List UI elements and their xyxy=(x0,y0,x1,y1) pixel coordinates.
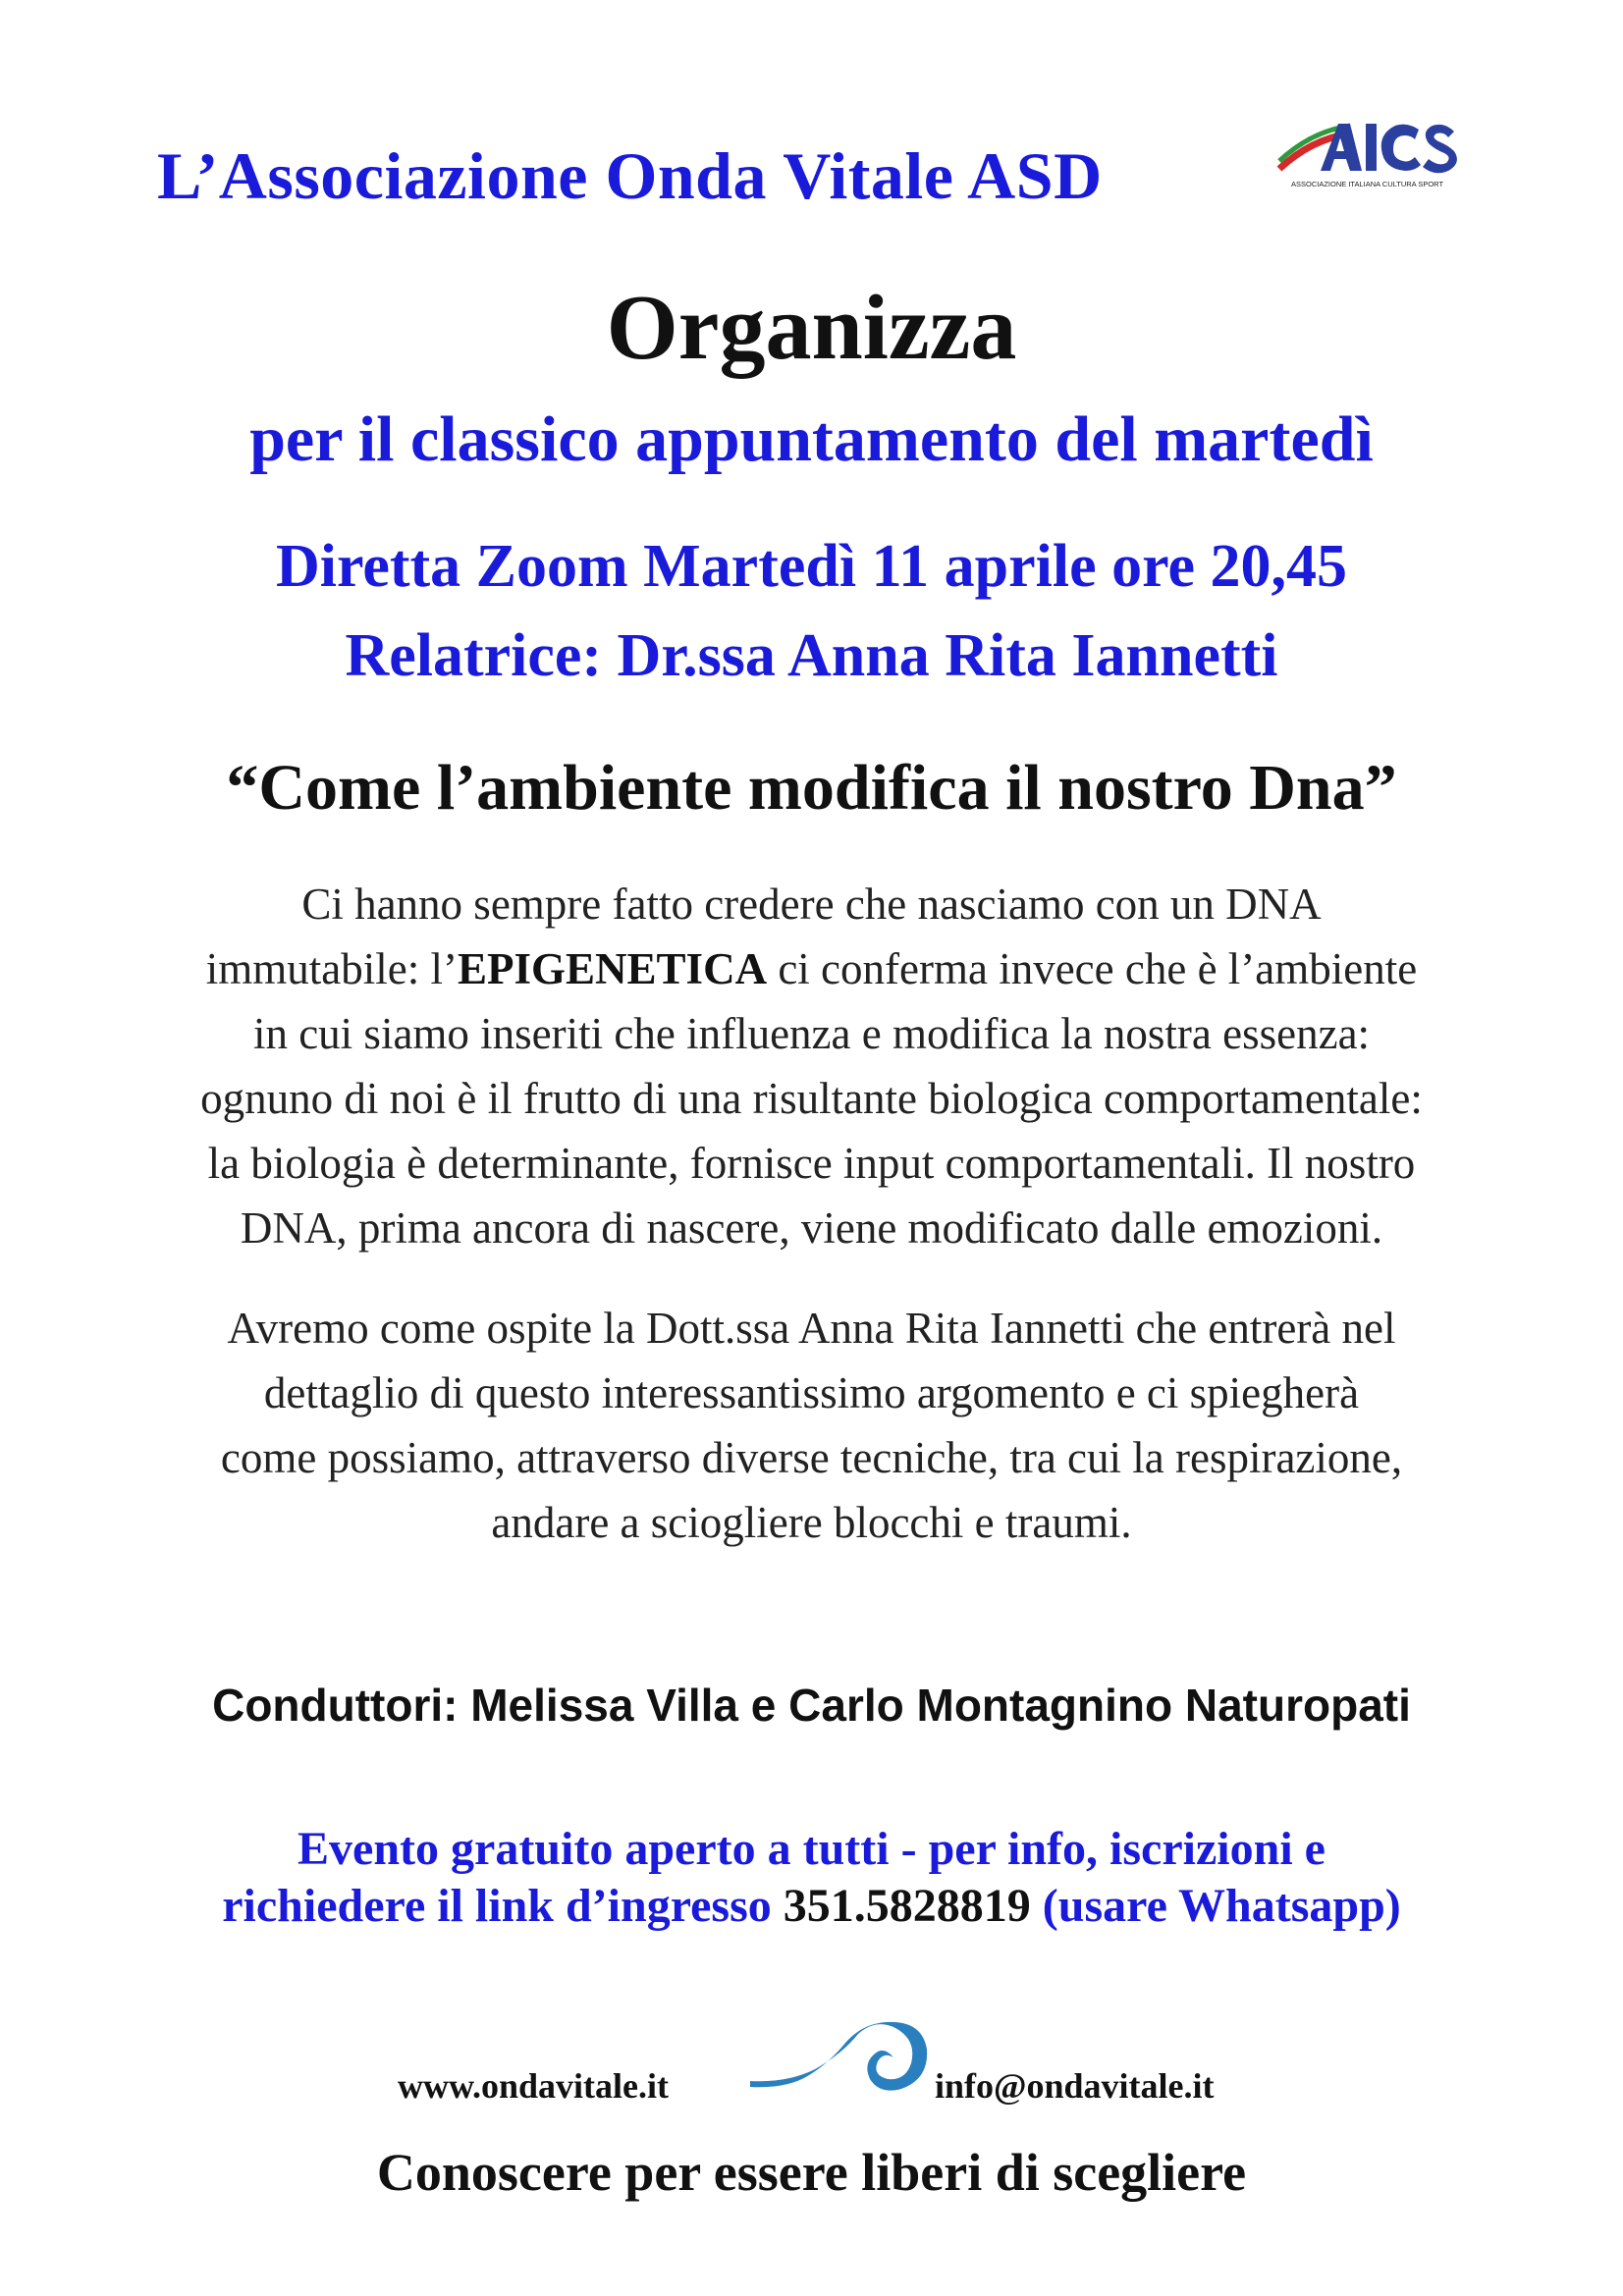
info-line: Evento gratuito aperto a tutti - per info, iscrizioni e xyxy=(298,1823,1325,1875)
info-text: (usare Whatsapp) xyxy=(1030,1880,1401,1932)
aics-subtitle: ASSOCIAZIONE ITALIANA CULTURA SPORT xyxy=(1291,180,1444,188)
info-text: richiedere il link d’ingresso xyxy=(222,1880,784,1932)
paragraph-line: in cui siamo inseriti che influenza e modifica la nostra essenza: xyxy=(252,1009,1371,1058)
paragraph-text: ci conferma invece che è l’ambiente xyxy=(767,944,1418,993)
wave-logo xyxy=(748,2020,945,2118)
description-paragraph xyxy=(0,872,1623,1260)
guest-paragraph xyxy=(0,1296,1623,1555)
email-link[interactable]: info@ondavitale.it xyxy=(935,2066,1215,2106)
paragraph-line: ognuno di noi è il frutto di una risultante biologica comportamentale: xyxy=(200,1074,1423,1123)
aics-logo xyxy=(1271,110,1468,198)
motto: Conoscere per essere liberi di scegliere xyxy=(376,2143,1247,2202)
tuesday-subheading: per il classico appuntamento del martedì xyxy=(249,403,1374,475)
organizza-heading: Organizza xyxy=(606,277,1017,379)
paragraph-line: DNA, prima ancora di nascere, viene modificato dalle emozioni. xyxy=(240,1203,1383,1253)
paragraph-line: la biologia è determinante, fornisce input comportamentali. Il nostro xyxy=(207,1139,1416,1188)
paragraph-line: come possiamo, attraverso diverse tecniche, tra cui la respirazione, xyxy=(220,1433,1403,1482)
website-link[interactable]: www.ondavitale.it xyxy=(398,2066,670,2106)
phone-number[interactable]: 351.5828819 xyxy=(783,1880,1031,1932)
paragraph-line: andare a sciogliere blocchi e traumi. xyxy=(491,1498,1132,1547)
paragraph-line: Avremo come ospite la Dott.ssa Anna Rita Iannetti che entrerà nel xyxy=(227,1304,1396,1353)
event-datetime: Diretta Zoom Martedì 11 aprile ore 20,45 xyxy=(275,533,1348,600)
paragraph-line: dettaglio di questo interessantissimo argomento e ci spiegherà xyxy=(263,1368,1360,1417)
paragraph-text: immutabile: l’ xyxy=(205,944,458,993)
paragraph-line: Ci hanno sempre fatto credere che nasciamo con un DNA xyxy=(301,880,1322,929)
hosts-line: Conduttori: Melissa Villa e Carlo Montagnino Naturopati xyxy=(212,1680,1411,1731)
info-block xyxy=(0,1821,1623,1935)
paragraph-line xyxy=(0,936,1623,1001)
speaker-line: Relatrice: Dr.ssa Anna Rita Iannetti xyxy=(345,622,1278,689)
epigenetica-term: EPIGENETICA xyxy=(458,944,768,993)
info-line xyxy=(0,1878,1623,1935)
association-title: L’Associazione Onda Vitale ASD xyxy=(157,138,1103,213)
event-topic: “Come l’ambiente modifica il nostro Dna” xyxy=(226,752,1397,824)
